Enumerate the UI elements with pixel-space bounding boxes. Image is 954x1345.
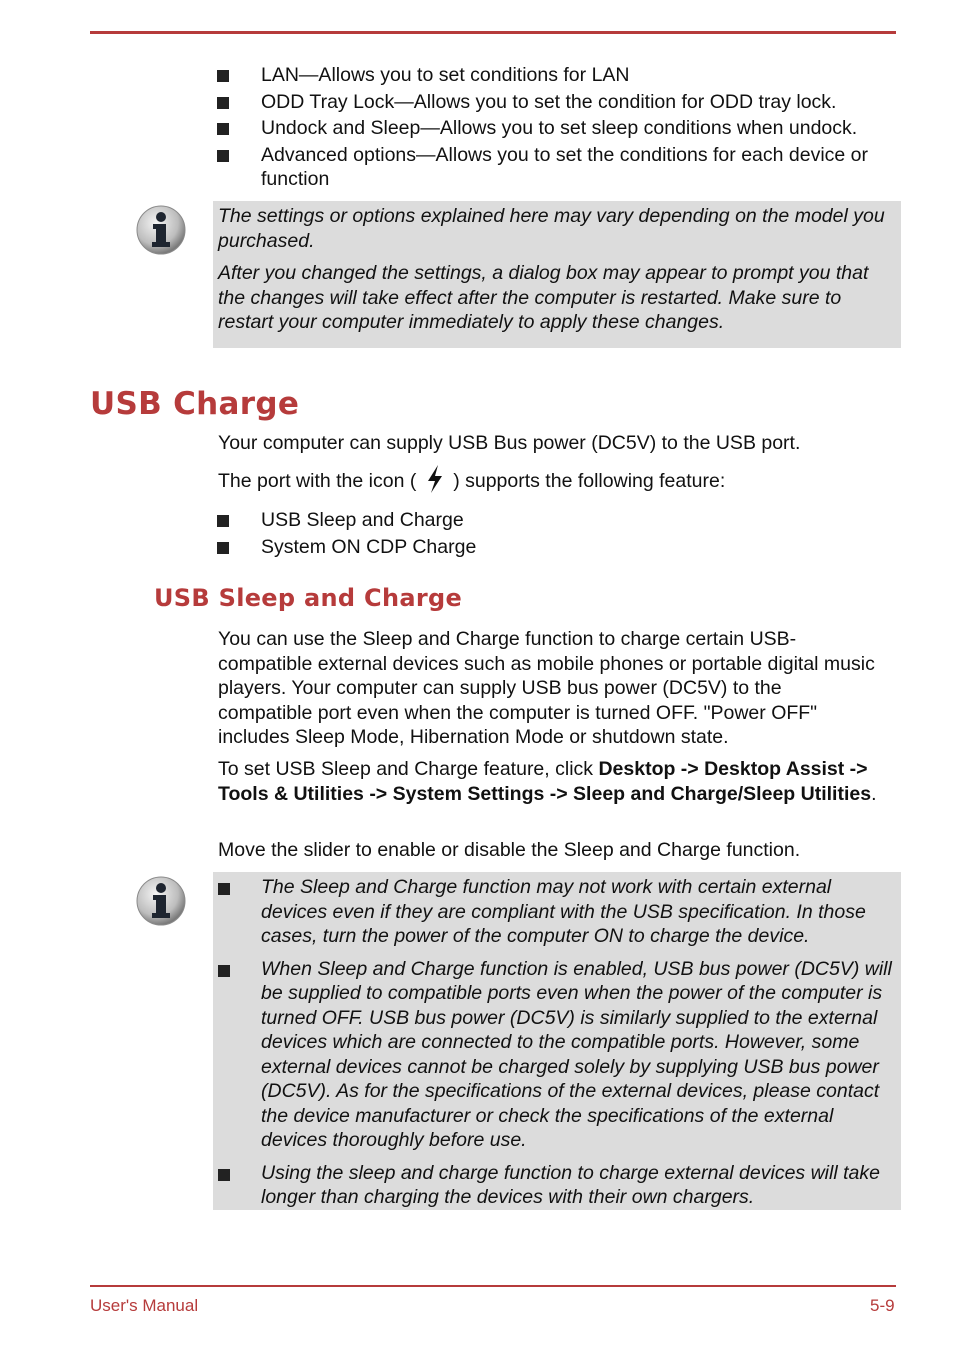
note-list [213,875,901,1210]
list-item: USB Sleep and Charge [217,508,907,533]
section-heading: USB Charge [90,386,300,422]
bullet-square-icon [217,515,229,527]
paragraph: Move the slider to enable or disable the Sleep and Charge function. [218,839,801,861]
footer-manual-title: User's Manual [90,1296,199,1315]
page-number: 5-9 [870,1296,895,1315]
bullet-square-icon [217,123,229,135]
bullet-square-icon [217,150,229,162]
bullet-square-icon [217,542,229,554]
paragraph: The port with the icon ( ) supports the following feature: [218,469,908,494]
note-box-sleep-charge [213,872,901,1210]
paragraph: You can use the Sleep and Charge function to charge certain USB-compatible external devices such as mobile phones or portable digital music players. Your computer can supply USB bus power (DC5V) to the compatible port even when the computer is turned OFF. "Power OFF" includes Sleep Mode, Hibernation Mode or shutdown state. [218,628,875,748]
bullet-square-icon [218,1169,230,1181]
list-item: System ON CDP Charge [217,535,907,560]
note-text: The settings or options explained here may vary depending on the model you purchased. [218,205,885,252]
list-item: Advanced options—Allows you to set the conditions for each device or function [217,143,901,192]
bullet-square-icon [218,883,230,895]
info-icon [135,875,187,927]
list-item: Using the sleep and charge function to charge external devices will take longer than charging the devices with their own chargers. [213,1161,901,1210]
list-item: ODD Tray Lock—Allows you to set the condition for ODD tray lock. [217,90,907,115]
list-item: The Sleep and Charge function may not work with certain external devices even if they are compliant with the USB specification. In those cases, turn the power of the computer ON to charge the device. [213,875,901,949]
footer-rule [90,1285,896,1287]
subsection-heading: USB Sleep and Charge [154,584,463,612]
list-item: Undock and Sleep—Allows you to set sleep conditions when undock. [217,116,907,141]
bullet-square-icon [217,70,229,82]
bullet-square-icon [217,97,229,109]
info-icon [135,204,187,256]
list-item: LAN—Allows you to set conditions for LAN [217,63,907,88]
bullet-square-icon [218,965,230,977]
note-text: After you changed the settings, a dialog box may appear to prompt you that the changes will take effect after the computer is restarted. Make sure to restart your computer immediately to apply these changes. [218,262,869,333]
paragraph: To set USB Sleep and Charge feature, click Desktop -> Desktop Assist -> Tools & Utilities -> System Settings -> Sleep and Charge/Sleep Utilities. [218,758,877,805]
note-box-settings [213,201,901,348]
lightning-bolt-icon [424,464,446,494]
usb-feature-list [217,508,907,559]
paragraph: Your computer can supply USB Bus power (DC5V) to the USB port. [218,432,801,454]
settings-options-list [217,63,907,192]
list-item: When Sleep and Charge function is enabled, USB bus power (DC5V) will be supplied to compatible ports even when the power of the computer is turned OFF. USB bus power (DC5V) is similarly supplied to the external devices which are connected to the compatible ports. However, some external devices cannot be charged solely by supplying USB bus power (DC5V). As for the specifications of the external devices, please contact the device manufacturer or check the specifications of the external devices thoroughly before use. [213,957,901,1153]
header-rule [90,31,896,34]
